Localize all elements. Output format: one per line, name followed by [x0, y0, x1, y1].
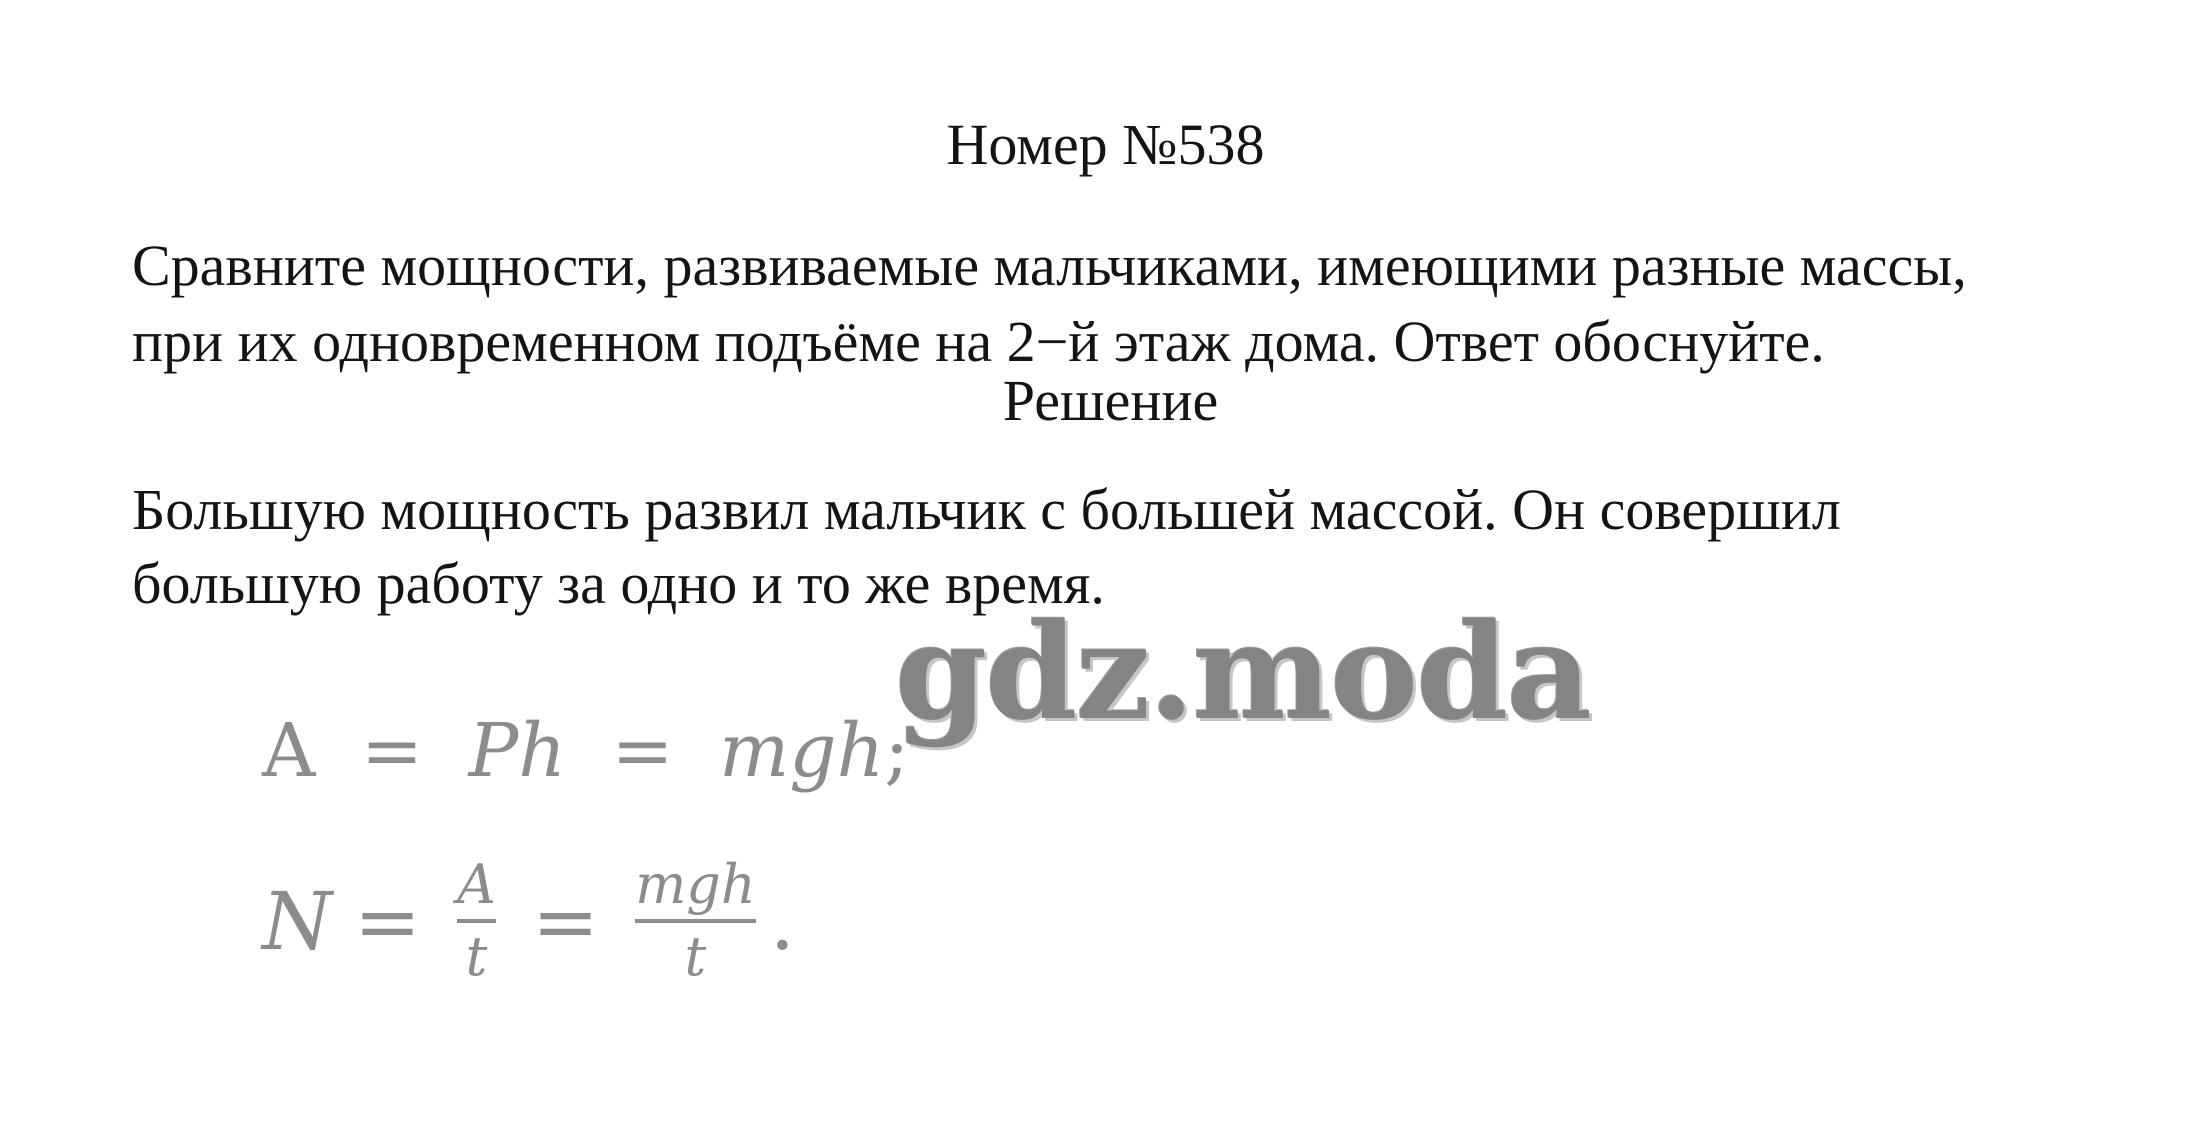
fraction-denominator: t	[684, 925, 707, 988]
fraction-mgh-over-t	[635, 853, 756, 989]
page-title: Номер №538	[946, 112, 1265, 177]
formula-equals: =	[360, 708, 423, 794]
formula-ph: Ph	[468, 708, 566, 794]
formula-symbol-a: A	[262, 708, 316, 794]
formula-period: .	[769, 874, 796, 968]
fraction-numerator: A	[457, 853, 497, 916]
fraction-denominator: t	[465, 925, 488, 988]
watermark-logo: gdz.moda	[895, 595, 1591, 750]
formula-equals: =	[354, 874, 422, 968]
formula-semicolon: ;	[884, 708, 910, 794]
task-text-line-1: Сравните мощности, развиваемые мальчиками, имеющими разные массы,	[132, 233, 1967, 298]
formula-equals: =	[611, 708, 674, 794]
answer-text-line-2: большую работу за одно и то же время.	[132, 551, 1105, 616]
formula-power	[262, 846, 795, 996]
formula-equals: =	[532, 874, 600, 968]
fraction-bar	[635, 919, 756, 923]
answer-text-line-1: Большую мощность развил мальчик с большей массой. Он совершил	[132, 477, 1841, 542]
formula-mgh: mgh	[719, 708, 885, 794]
formula-symbol-n: N	[262, 874, 332, 968]
fraction-bar	[457, 919, 496, 923]
solution-heading: Решение	[1002, 368, 1219, 433]
task-text-line-2: при их одновременном подъёме на 2−й этаж дома. Ответ обоснуйте.	[132, 309, 1825, 374]
formula-work	[262, 706, 909, 796]
fraction-numerator: mgh	[635, 853, 756, 916]
fraction-a-over-t	[457, 853, 496, 989]
